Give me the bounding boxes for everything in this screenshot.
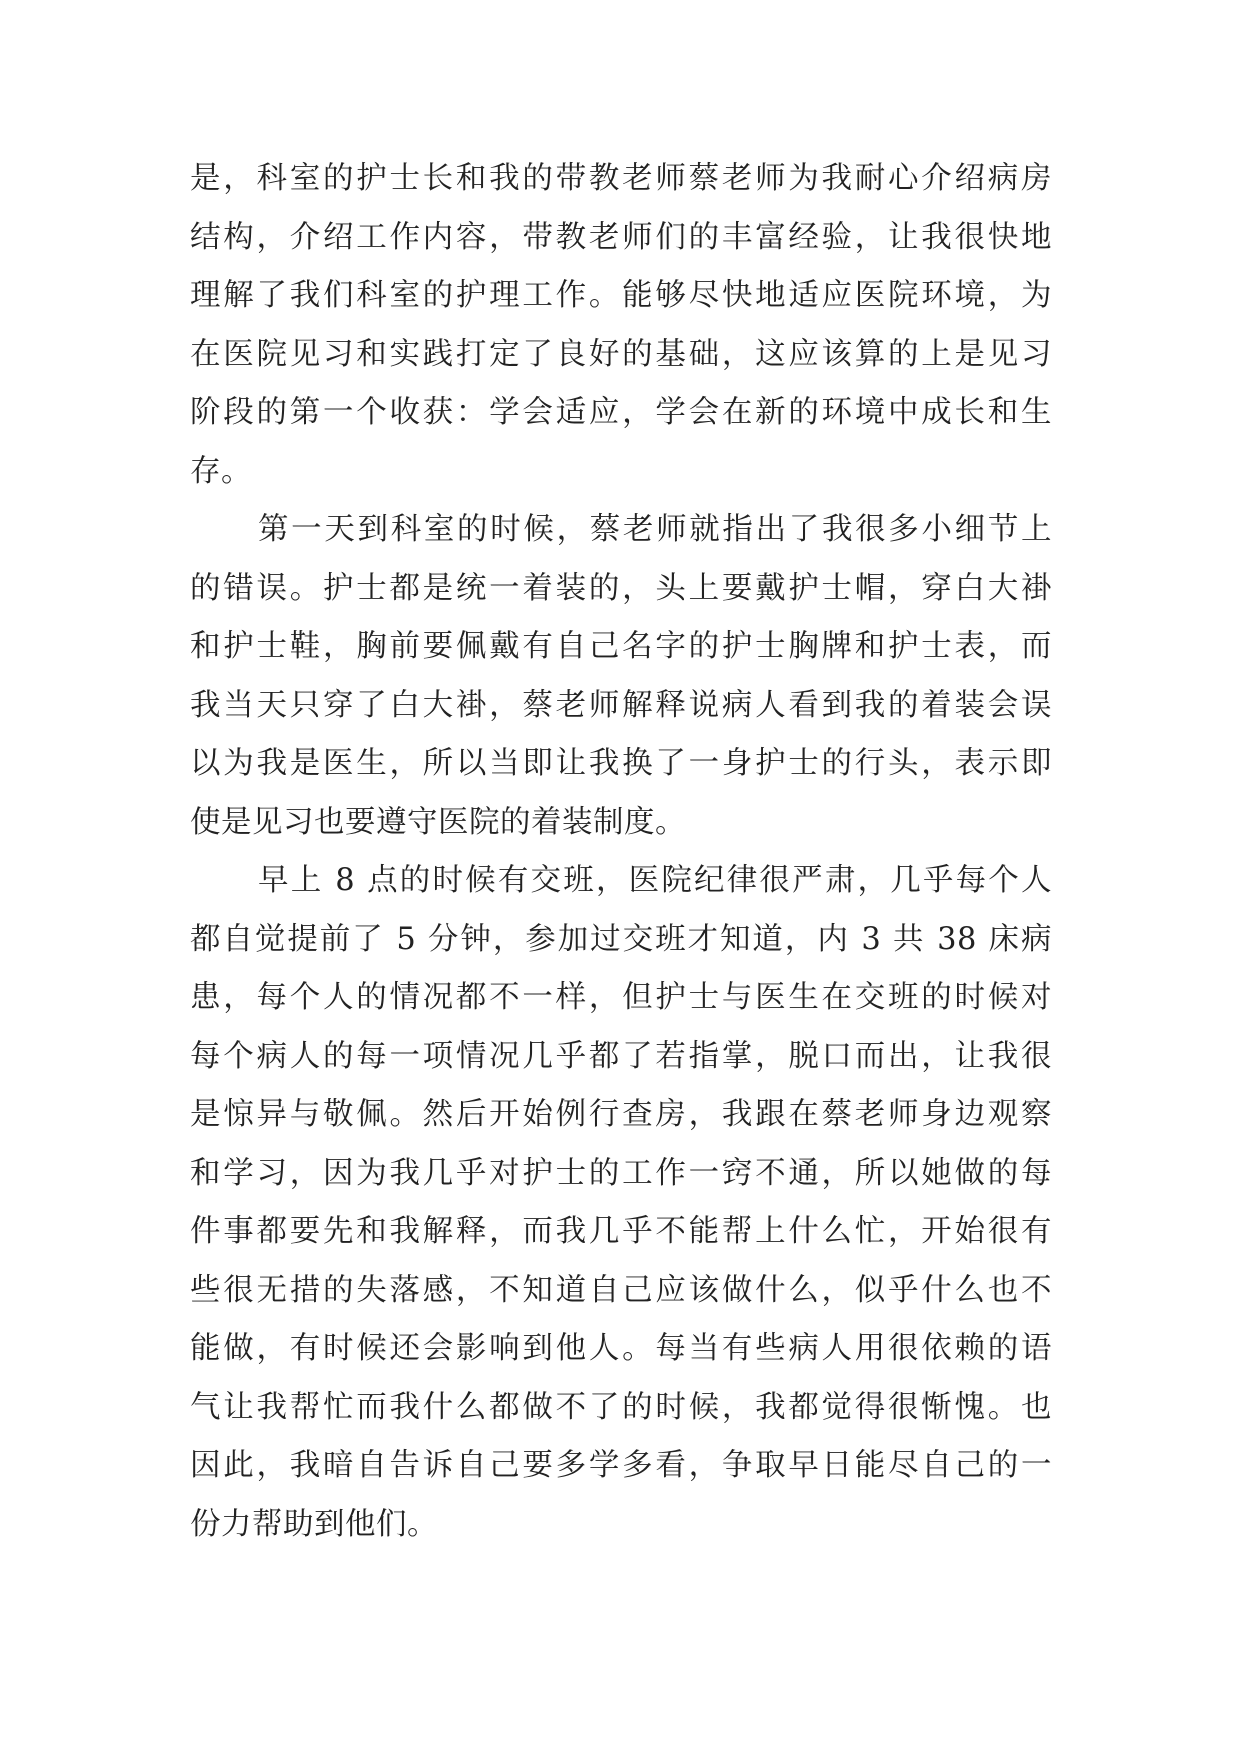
text-line: 些很无措的失落感，不知道自己应该做什么，似乎什么也不 [190, 1272, 1052, 1308]
text-line: 结构，介绍工作内容，带教老师们的丰富经验，让我很快地 [190, 219, 1052, 255]
text-line: 以为我是医生，所以当即让我换了一身护士的行头，表示即 [190, 746, 1052, 781]
text-line: 理解了我们科室的护理工作。能够尽快地适应医院环境，为 [190, 278, 1052, 313]
text-line: 因此，我暗自告诉自己要多学多看，争取早日能尽自己的一 [190, 1448, 1052, 1483]
text-line: 气让我帮忙而我什么都做不了的时候，我都觉得很惭愧。也 [190, 1389, 1052, 1425]
text-line: 件事都要先和我解释，而我几乎不能帮上什么忙，开始很有 [190, 1214, 1052, 1249]
text-line: 份力帮助到他们。 [190, 1506, 438, 1542]
text-line: 的错误。护士都是统一着装的，头上要戴护士帽，穿白大褂 [190, 570, 1052, 606]
text-line: 和护士鞋，胸前要佩戴有自己名字的护士胸牌和护士表，而 [190, 629, 1052, 664]
text-line: 患，每个人的情况都不一样，但护士与医生在交班的时候对 [190, 980, 1052, 1015]
text-line: 都自觉提前了 5 分钟，参加过交班才知道，内 3 共 38 床病 [190, 921, 1052, 957]
text-line: 和学习，因为我几乎对护士的工作一窍不通，所以她做的每 [190, 1155, 1052, 1191]
text-line: 能做，有时候还会影响到他人。每当有些病人用很依赖的语 [190, 1331, 1052, 1366]
text-line: 第一天到科室的时候，蔡老师就指出了我很多小细节上 [258, 512, 1052, 547]
text-line: 阶段的第一个收获：学会适应，学会在新的环境中成长和生 [190, 395, 1052, 430]
text-line: 每个病人的每一项情况几乎都了若指掌，脱口而出，让我很 [190, 1038, 1052, 1074]
text-line: 早上 8 点的时候有交班，医院纪律很严肃，几乎每个人 [258, 863, 1052, 898]
text-line: 是惊异与敬佩。然后开始例行查房，我跟在蔡老师身边观察 [190, 1097, 1052, 1132]
text-line: 存。 [190, 453, 252, 489]
text-line: 使是见习也要遵守医院的着装制度。 [190, 804, 686, 840]
text-line: 是，科室的护士长和我的带教老师蔡老师为我耐心介绍病房 [190, 161, 1052, 196]
text-line: 在医院见习和实践打定了良好的基础，这应该算的上是见习 [190, 336, 1052, 372]
body-text [190, 150, 1052, 1554]
text-line: 我当天只穿了白大褂，蔡老师解释说病人看到我的着装会误 [190, 687, 1052, 723]
